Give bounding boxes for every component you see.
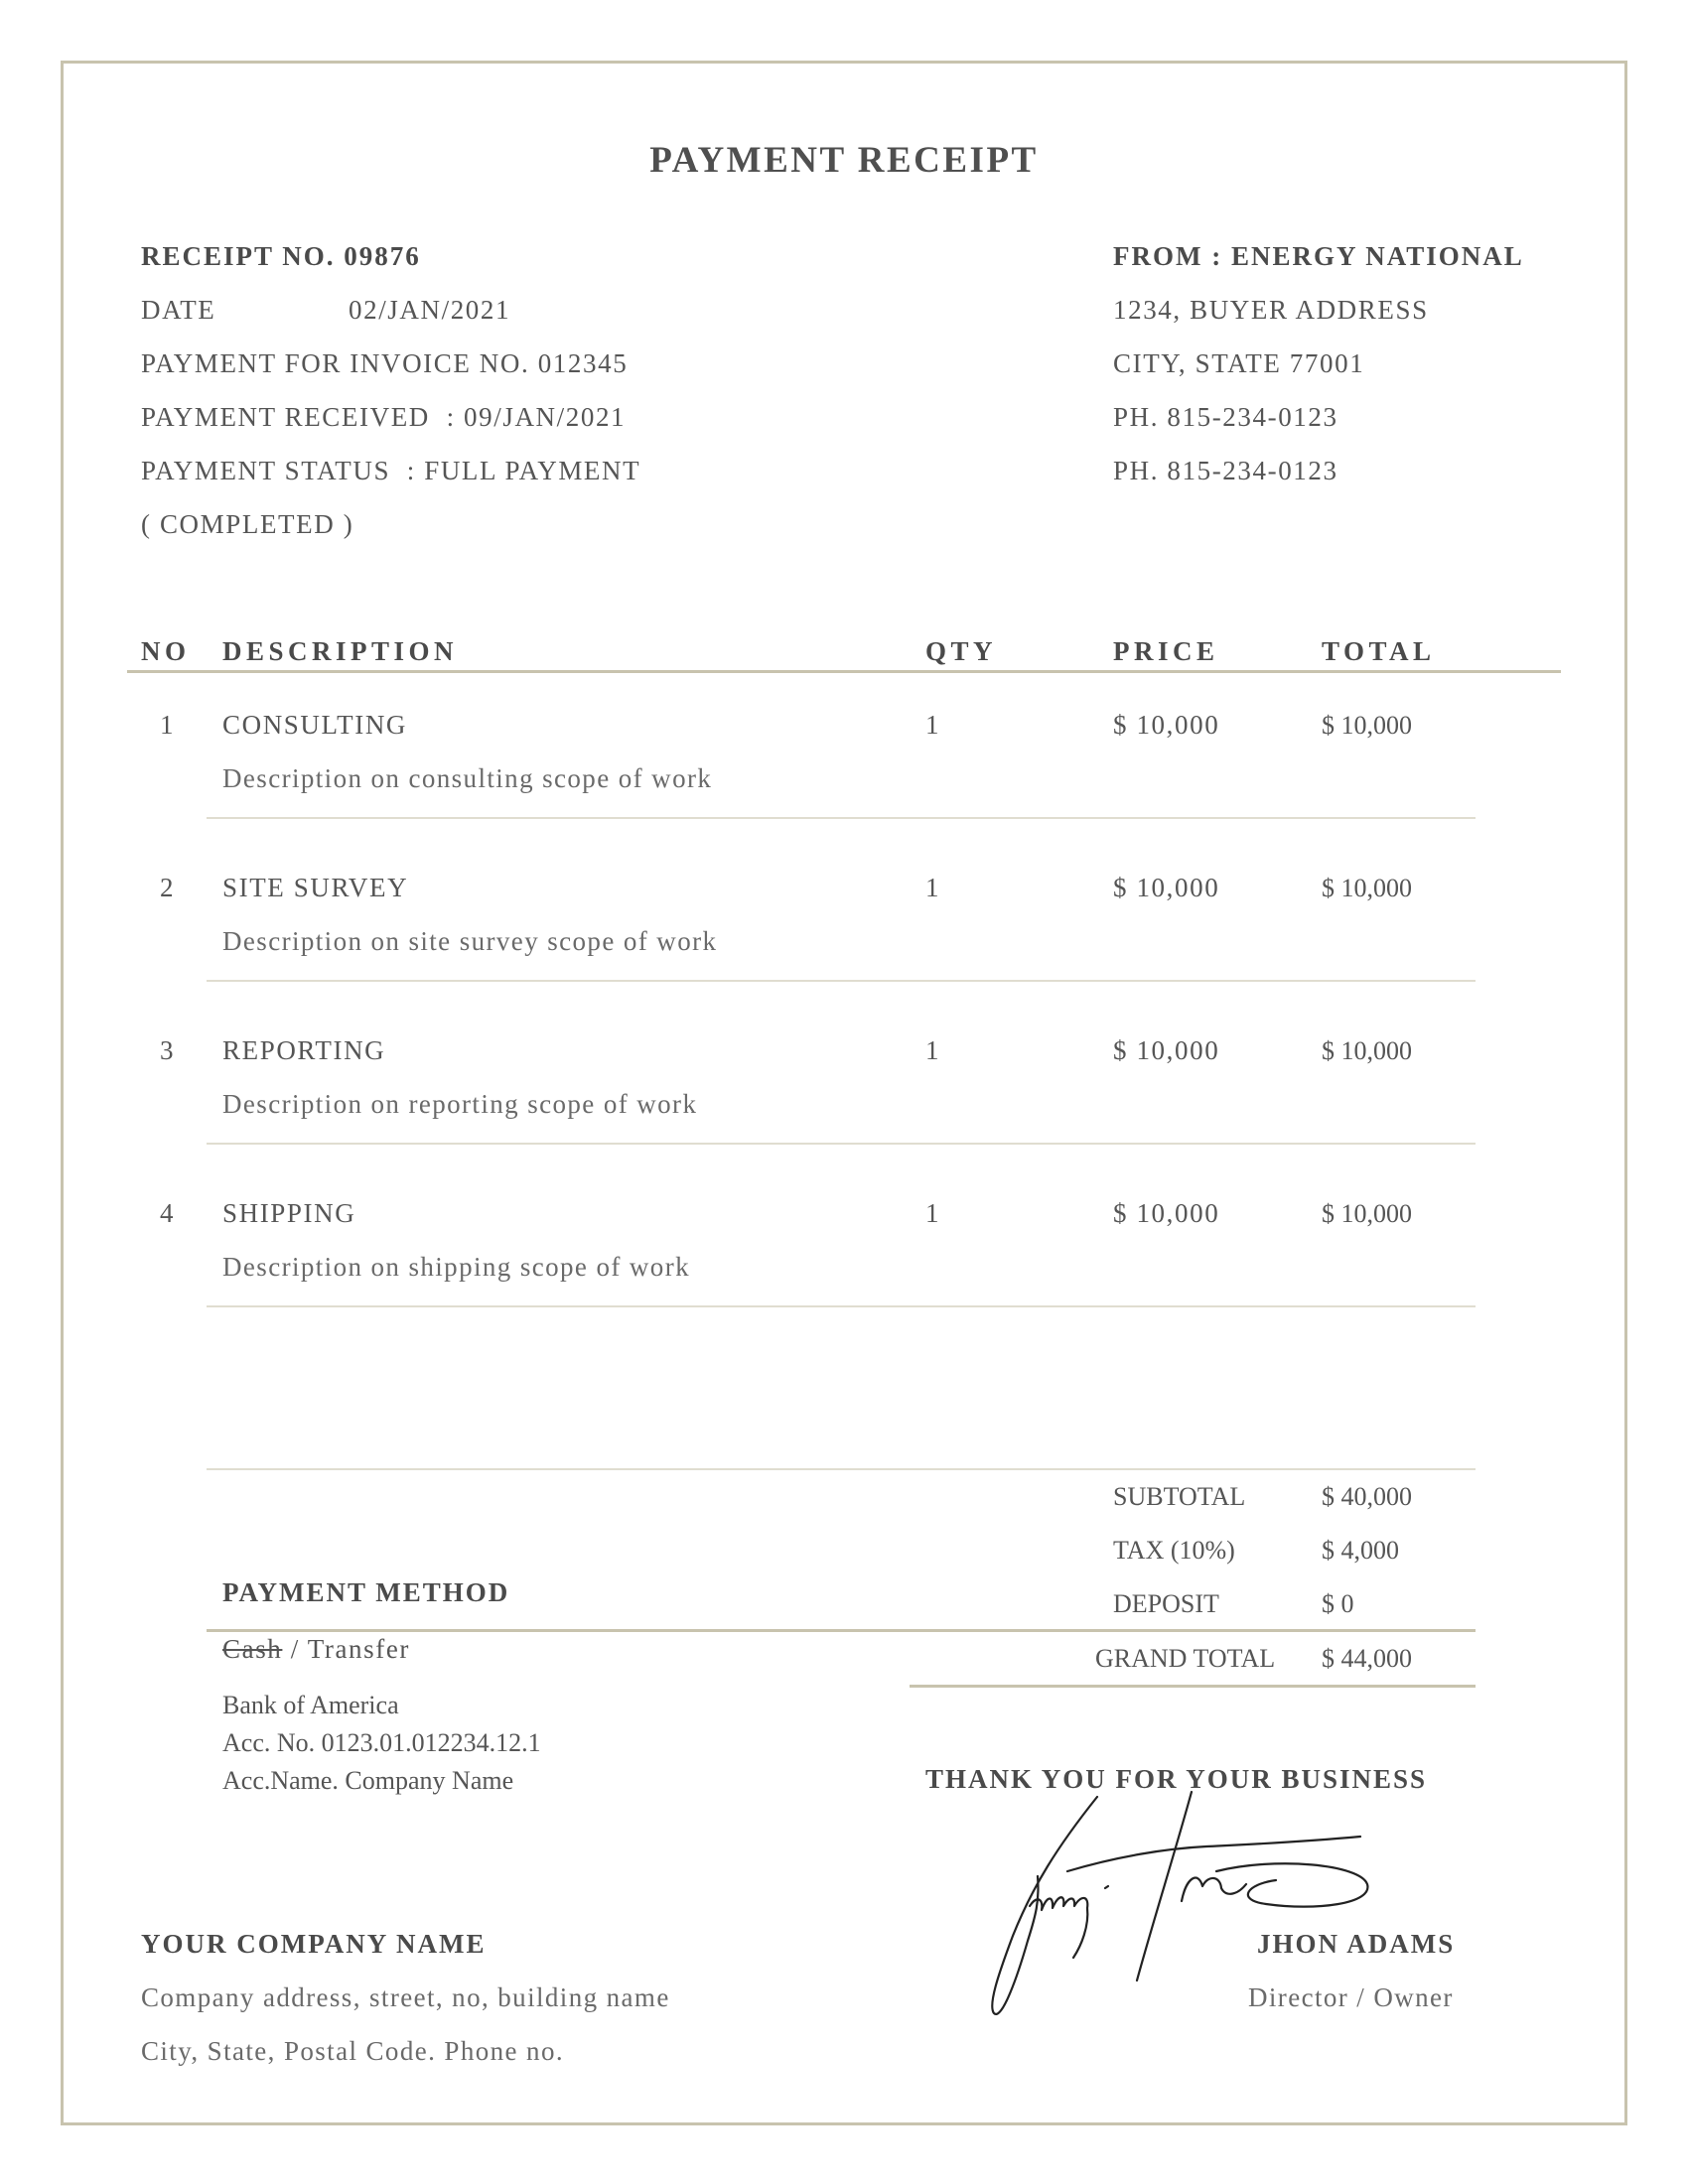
item-total: $ 10,000	[1322, 1036, 1412, 1065]
account-name: Acc.Name. Company Name	[222, 1766, 514, 1795]
payment-status: PAYMENT STATUS : FULL PAYMENT	[141, 456, 641, 485]
row-number: 1	[160, 710, 176, 740]
item-name: SHIPPING	[222, 1198, 356, 1228]
item-qty: 1	[925, 873, 941, 902]
thank-you-message: THANK YOU FOR YOUR BUSINESS	[925, 1764, 1428, 1794]
signer-role: Director / Owner	[1248, 1982, 1454, 2012]
payment-received: PAYMENT RECEIVED : 09/JAN/2021	[141, 402, 627, 432]
row-number: 4	[160, 1198, 176, 1228]
invoice-reference: PAYMENT FOR INVOICE NO. 012345	[141, 348, 629, 378]
from-phone-2: PH. 815-234-0123	[1113, 456, 1338, 485]
item-price: $ 10,000	[1113, 1198, 1220, 1228]
totals-divider	[910, 1629, 1476, 1632]
tax-value: $ 4,000	[1322, 1536, 1399, 1565]
column-header-no: NO	[141, 636, 191, 666]
page-title: PAYMENT RECEIPT	[649, 140, 1039, 181]
company-address: Company address, street, no, building name	[141, 1982, 670, 2012]
row-divider	[207, 980, 1476, 982]
from-address: 1234, BUYER ADDRESS	[1113, 295, 1429, 325]
item-qty: 1	[925, 1035, 941, 1065]
signature-stroke	[1216, 1863, 1367, 1906]
item-qty: 1	[925, 710, 941, 740]
account-number: Acc. No. 0123.01.012234.12.1	[222, 1728, 541, 1757]
item-description: Description on shipping scope of work	[222, 1252, 690, 1282]
tax-label: TAX (10%)	[1113, 1536, 1235, 1565]
payment-option-transfer: / Transfer	[282, 1634, 411, 1664]
column-header-qty: QTY	[925, 636, 998, 666]
item-price: $ 10,000	[1113, 873, 1220, 902]
from-label: FROM : ENERGY NATIONAL	[1113, 241, 1524, 271]
row-number: 2	[160, 873, 176, 902]
row-number: 3	[160, 1035, 176, 1065]
item-description: Description on consulting scope of work	[222, 763, 713, 793]
item-name: REPORTING	[222, 1035, 386, 1065]
subtotal-label: SUBTOTAL	[1113, 1482, 1246, 1511]
row-divider	[207, 817, 1476, 819]
row-divider	[207, 1305, 1476, 1307]
item-name: CONSULTING	[222, 710, 408, 740]
table-bottom-divider	[207, 1468, 1476, 1470]
item-qty: 1	[925, 1198, 941, 1228]
grand-total-divider	[910, 1685, 1476, 1688]
deposit-label: DEPOSIT	[1113, 1589, 1219, 1618]
row-divider	[207, 1143, 1476, 1145]
column-header-description: DESCRIPTION	[222, 636, 459, 666]
payment-method-divider	[207, 1629, 910, 1632]
signature-stroke	[1105, 1886, 1108, 1888]
signature-stroke	[1137, 1792, 1192, 1980]
payment-options	[222, 1634, 410, 1665]
payment-method-heading: PAYMENT METHOD	[222, 1577, 510, 1607]
column-header-price: PRICE	[1113, 636, 1219, 666]
signer-name: JHON ADAMS	[1257, 1929, 1456, 1959]
column-header-total: TOTAL	[1322, 636, 1436, 666]
signature-stroke	[992, 1797, 1097, 2014]
signature-stroke	[1030, 1897, 1087, 1958]
item-price: $ 10,000	[1113, 710, 1220, 740]
item-total: $ 10,000	[1322, 1199, 1412, 1228]
company-city: City, State, Postal Code. Phone no.	[141, 2036, 564, 2066]
bank-name: Bank of America	[222, 1691, 399, 1719]
date-value: 02/JAN/2021	[349, 295, 511, 325]
item-price: $ 10,000	[1113, 1035, 1220, 1065]
company-name: YOUR COMPANY NAME	[141, 1929, 487, 1959]
item-description: Description on reporting scope of work	[222, 1089, 698, 1119]
date-label: DATE	[141, 295, 216, 325]
deposit-value: $ 0	[1322, 1589, 1354, 1618]
receipt-number: RECEIPT NO. 09876	[141, 241, 421, 271]
from-city: CITY, STATE 77001	[1113, 348, 1365, 378]
from-phone-1: PH. 815-234-0123	[1113, 402, 1338, 432]
table-header-divider	[127, 670, 1561, 673]
item-description: Description on site survey scope of work	[222, 926, 718, 956]
item-total: $ 10,000	[1322, 874, 1412, 902]
signature-stroke	[1182, 1878, 1246, 1901]
payment-option-cash: Cash	[222, 1634, 283, 1664]
grand-total-label: GRAND TOTAL	[1095, 1644, 1276, 1673]
subtotal-value: $ 40,000	[1322, 1482, 1412, 1511]
grand-total-value: $ 44,000	[1322, 1644, 1412, 1673]
item-total: $ 10,000	[1322, 711, 1412, 740]
payment-status-note: ( COMPLETED )	[141, 509, 354, 539]
item-name: SITE SURVEY	[222, 873, 409, 902]
